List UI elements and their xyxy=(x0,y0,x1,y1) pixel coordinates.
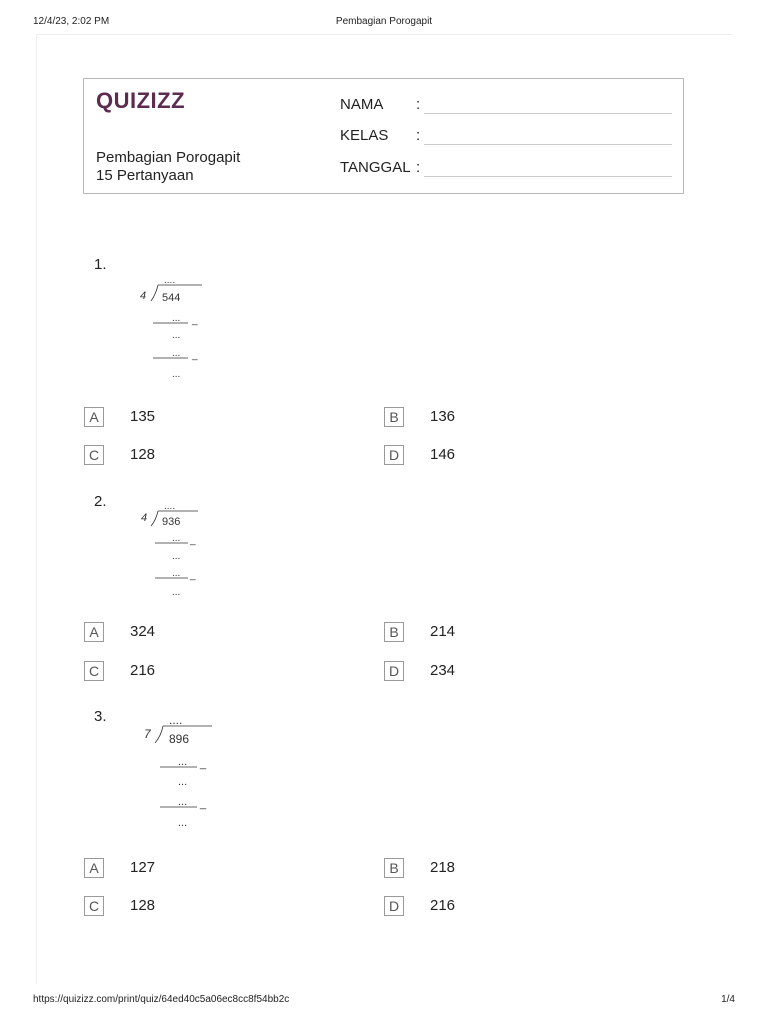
divisor: 4 xyxy=(140,290,147,302)
step-4: ... xyxy=(172,587,181,598)
name-label: NAMA xyxy=(340,96,384,113)
minus-1: _ xyxy=(192,315,198,326)
minus-2: _ xyxy=(192,350,198,361)
logo-text: QUIZIZZ xyxy=(96,88,186,113)
option-c[interactable] xyxy=(84,661,364,683)
print-datetime: 12/4/23, 2:02 PM xyxy=(33,16,110,27)
page-top-rule xyxy=(36,34,732,35)
option-letter: A xyxy=(84,858,104,878)
minus-1: _ xyxy=(190,535,196,546)
step-1: ... xyxy=(172,533,181,544)
quotient: .... xyxy=(169,714,183,727)
quotient: .... xyxy=(164,501,176,512)
option-letter: A xyxy=(84,622,104,642)
option-value: 128 xyxy=(130,897,156,914)
option-d[interactable] xyxy=(384,896,664,918)
class-label: KELAS xyxy=(340,127,389,144)
option-d[interactable] xyxy=(384,661,664,683)
option-letter: B xyxy=(384,622,404,642)
option-letter: A xyxy=(84,407,104,427)
question-number: 3. xyxy=(94,708,107,725)
option-value: 135 xyxy=(130,408,156,425)
option-letter: D xyxy=(384,445,404,465)
long-division-2 xyxy=(138,501,228,601)
page-left-rule xyxy=(36,34,37,984)
minus-1: _ xyxy=(200,758,207,770)
quotient: .... xyxy=(164,275,176,286)
option-letter: D xyxy=(384,661,404,681)
step-2: ... xyxy=(172,551,181,562)
option-c[interactable] xyxy=(84,445,364,467)
option-a[interactable] xyxy=(84,858,364,880)
class-colon: : xyxy=(416,127,421,144)
option-value: 128 xyxy=(130,446,156,463)
question-number: 2. xyxy=(94,493,107,510)
option-value: 214 xyxy=(430,623,456,640)
step-3: ... xyxy=(178,796,188,808)
page-number: 1/4 xyxy=(721,994,735,1005)
option-letter: B xyxy=(384,858,404,878)
step-2: ... xyxy=(172,330,181,341)
step-1: ... xyxy=(178,756,188,768)
step-3: ... xyxy=(172,568,181,579)
option-value: 136 xyxy=(430,408,456,425)
date-line xyxy=(424,175,672,177)
option-b[interactable] xyxy=(384,407,664,429)
option-letter: D xyxy=(384,896,404,916)
print-url[interactable]: https://quizizz.com/print/quiz/64ed40c5a06ec8cc8f54bb2c xyxy=(33,994,290,1005)
option-letter: B xyxy=(384,407,404,427)
minus-2: _ xyxy=(190,570,196,581)
date-label: TANGGAL xyxy=(340,159,411,176)
print-title: Pembagian Porogapit xyxy=(335,16,433,27)
step-1: ... xyxy=(172,313,181,324)
option-letter: C xyxy=(84,661,104,681)
option-letter: C xyxy=(84,896,104,916)
option-value: 127 xyxy=(130,859,156,876)
long-division-1 xyxy=(136,274,226,384)
option-value: 216 xyxy=(430,897,456,914)
class-line xyxy=(424,143,672,145)
step-4: ... xyxy=(172,369,181,380)
dividend: 896 xyxy=(169,732,190,746)
option-letter: C xyxy=(84,445,104,465)
option-c[interactable] xyxy=(84,896,364,918)
name-colon: : xyxy=(416,96,421,113)
option-a[interactable] xyxy=(84,622,364,644)
option-b[interactable] xyxy=(384,858,664,880)
question-count: 15 Pertanyaan xyxy=(96,167,194,184)
option-b[interactable] xyxy=(384,622,664,644)
option-value: 234 xyxy=(430,662,456,679)
step-4: ... xyxy=(178,817,188,829)
dividend: 544 xyxy=(162,292,181,304)
dividend: 936 xyxy=(162,516,181,528)
quiz-title: Pembagian Porogapit xyxy=(96,149,241,166)
step-2: ... xyxy=(178,776,188,788)
option-a[interactable] xyxy=(84,407,364,429)
option-value: 218 xyxy=(430,859,456,876)
name-line xyxy=(424,112,672,114)
divisor: 4 xyxy=(141,512,148,524)
print-header xyxy=(33,16,735,30)
division-bracket xyxy=(155,726,163,743)
option-value: 216 xyxy=(130,662,156,679)
option-value: 146 xyxy=(430,446,456,463)
print-footer xyxy=(33,994,735,1008)
option-value: 324 xyxy=(130,623,156,640)
long-division-3 xyxy=(141,714,241,834)
divisor: 7 xyxy=(144,727,151,741)
minus-2: _ xyxy=(200,798,207,810)
question-number: 1. xyxy=(94,256,107,273)
step-3: ... xyxy=(172,348,181,359)
date-colon: : xyxy=(416,159,421,176)
option-d[interactable] xyxy=(384,445,664,467)
division-bracket xyxy=(151,285,158,301)
quizizz-logo xyxy=(96,87,188,115)
quiz-header-box xyxy=(83,78,684,194)
division-bracket xyxy=(151,511,158,526)
